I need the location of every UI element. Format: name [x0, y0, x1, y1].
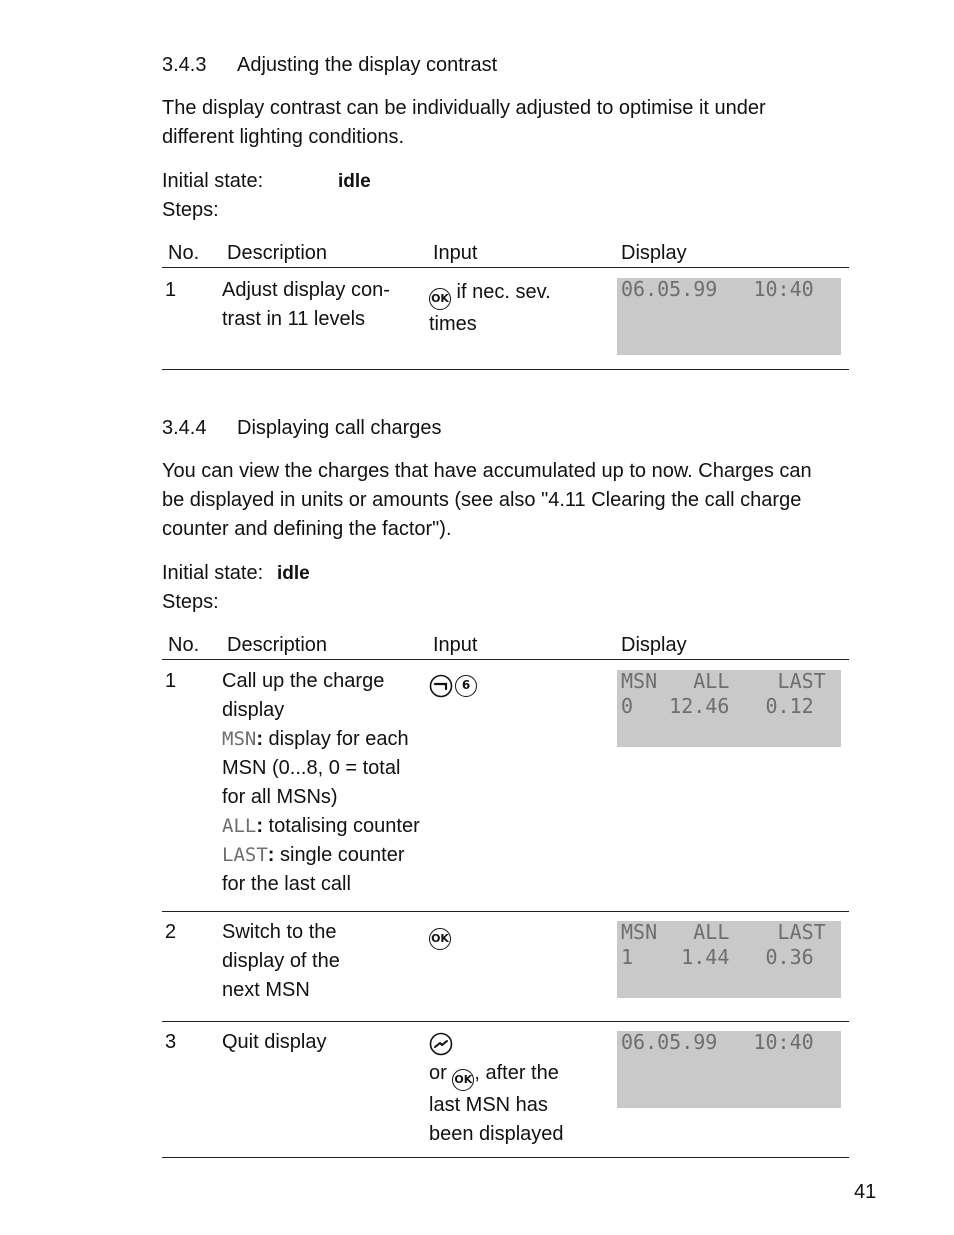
ok-key-icon: OK [452, 1069, 474, 1091]
header-display: Display [621, 634, 687, 656]
all-term: ALL [222, 815, 257, 837]
section-number: 3.4.4 [162, 417, 207, 439]
intro-paragraph: You can view the charges that have accumulated up to now. Charges can be displayed in units or amounts (see also "4.11 Clearing the call charge counter and defining the factor"). [162, 460, 812, 540]
header-no: No. [168, 242, 200, 264]
header-input: Input [433, 634, 478, 656]
table-rule [162, 659, 849, 660]
row-number: 3 [165, 1031, 177, 1053]
row-input: OK if nec. sev. times [429, 281, 551, 335]
lcd-display [617, 921, 841, 998]
initial-state [162, 559, 310, 588]
header-display: Display [621, 242, 687, 264]
header-description: Description [227, 242, 328, 264]
initial-state-label: Initial state: [162, 170, 264, 192]
section-number: 3.4.3 [162, 54, 207, 76]
intro-paragraph: The display contrast can be individually adjusted to optimise it under different lighting conditions. [162, 97, 766, 148]
row-input [429, 674, 477, 699]
section-heading-344 [162, 417, 442, 440]
ok-key-icon: OK [429, 288, 451, 310]
page-number: 41 [854, 1181, 877, 1203]
lcd-line: MSN ALL LAST [621, 669, 826, 693]
table-rule [162, 1021, 849, 1022]
lcd-line: 06.05.99 10:40 [621, 277, 814, 301]
table-rule [162, 911, 849, 912]
handset-hangup-icon [429, 1032, 453, 1056]
initial-state-label: Initial state: [162, 562, 264, 584]
lcd-line: 06.05.99 10:40 [621, 1030, 814, 1054]
last-term: LAST [222, 844, 268, 866]
header-description: Description [227, 634, 328, 656]
row-description: Quit display [222, 1031, 327, 1053]
row-description: Switch to the display of the next MSN [222, 921, 340, 1001]
row-input [429, 925, 451, 950]
steps-label: Steps: [162, 199, 219, 221]
msn-term: MSN [222, 728, 257, 750]
row-description: Adjust display con- trast in 11 levels [222, 279, 390, 330]
table-rule-bottom [162, 369, 849, 370]
section-title: Adjusting the display contrast [237, 54, 498, 76]
row-number: 1 [165, 670, 177, 692]
lcd-display [617, 670, 841, 747]
initial-state-value: idle [277, 563, 310, 584]
section-title: Displaying call charges [237, 417, 442, 439]
lcd-line: 1 1.44 0.36 [621, 945, 814, 969]
section-heading-343 [162, 54, 498, 77]
initial-state [162, 167, 371, 196]
lcd-display [617, 278, 841, 355]
steps-label: Steps: [162, 591, 219, 613]
header-no: No. [168, 634, 200, 656]
initial-state-value: idle [338, 171, 371, 192]
digit-6-key-icon: 6 [455, 675, 477, 697]
row-number: 2 [165, 921, 177, 943]
table-rule-bottom [162, 1157, 849, 1158]
header-input: Input [433, 242, 478, 264]
row-number: 1 [165, 279, 177, 301]
lcd-line: 0 12.46 0.12 [621, 694, 814, 718]
handset-lift-icon [429, 674, 453, 698]
row-description: Call up the charge display MSN: display for each MSN (0...8, 0 = total for all MSNs) ALL: totalising counter LAST: single counter for the last call [222, 670, 420, 895]
table-rule [162, 267, 849, 268]
ok-key-icon: OK [429, 928, 451, 950]
row-input: or OK , after the last MSN has been displayed [429, 1032, 564, 1149]
lcd-line: MSN ALL LAST [621, 920, 826, 944]
lcd-display [617, 1031, 841, 1108]
